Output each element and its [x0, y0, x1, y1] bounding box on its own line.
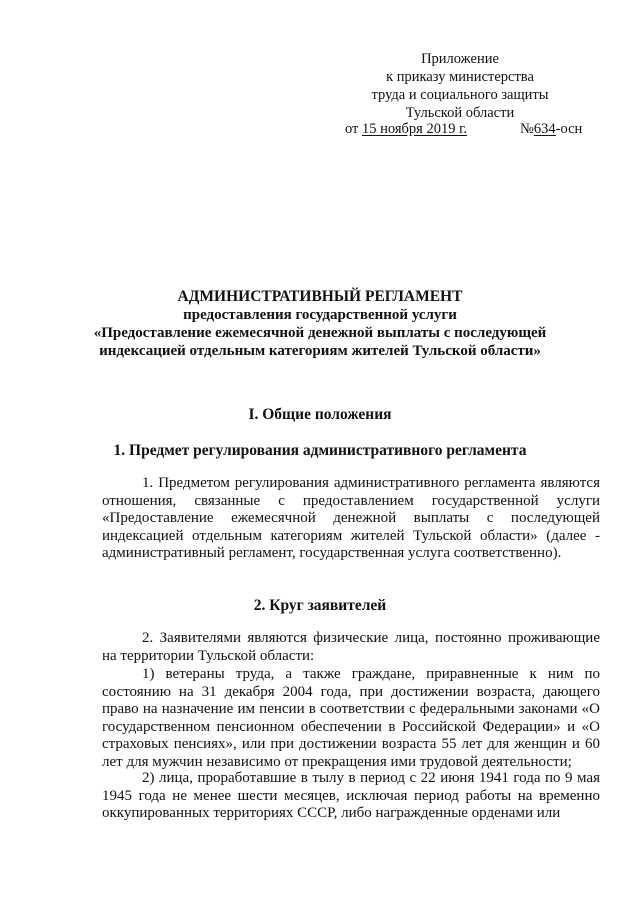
subsection-heading: 2. Круг заявителей — [253, 597, 387, 614]
list-item: 1) ветераны труда, а также граждане, приравненные к ним по состоянию на 31 декабря 2004 года, при достижении возраста, дающего право на назначение им пенсии в соответствии с федеральными законами «О государственном пенсионном обеспечении в Российской Федерации» и «О страховых пенсиях», или при достижении возраста 55 лет для женщин и 60 лет для мужчин независимо от прекращения ими трудовой деятельности; — [102, 666, 600, 770]
title-line: «Предоставление ежемесячной денежной выплаты с последующей — [93, 325, 547, 341]
paragraph: 2. Заявителями являются физические лица, постоянно проживающие на территории Тульской области: — [102, 630, 600, 664]
approval-line: Тульской области — [405, 105, 515, 121]
number-prefix: № — [520, 121, 534, 137]
approval-block — [330, 50, 590, 122]
approval-line: труда и социального защиты — [371, 87, 549, 103]
number-suffix: -осн — [555, 121, 583, 137]
regulation-title — [40, 288, 600, 360]
subsection-heading: 1. Предмет регулирования административного регламента — [113, 442, 527, 459]
order-number: 634 — [533, 121, 556, 137]
section-heading: I. Общие положения — [248, 406, 392, 423]
list-item: 2) лица, проработавшие в тылу в период с 22 июня 1941 года по 9 мая 1945 года не менее шести месяцев, исключая период работы на временно оккупированных территориях СССР, либо награжденные орденами или — [102, 770, 600, 822]
title-line: предоставления государственной услуги — [183, 307, 457, 323]
paragraph: 1. Предметом регулирования административного регламента являются отношения, связанные с предоставлением государственной услуги «Предоставление ежемесячной денежной выплаты с последующей индексацией отдельным категориям жителей Тульской области» (далее - административный регламент, государственная услуга соответственно). — [102, 475, 600, 562]
approval-line: Приложение — [421, 51, 499, 67]
title-main: АДМИНИСТРАТИВНЫЙ РЕГЛАМЕНТ — [177, 288, 463, 305]
order-date-number — [345, 120, 605, 138]
order-date: 15 ноября 2019 г. — [362, 121, 468, 137]
date-prefix: от — [345, 121, 359, 137]
approval-line: к приказу министерства — [386, 69, 534, 85]
title-line: индексацией отдельным категориям жителей Тульской области» — [99, 343, 541, 359]
